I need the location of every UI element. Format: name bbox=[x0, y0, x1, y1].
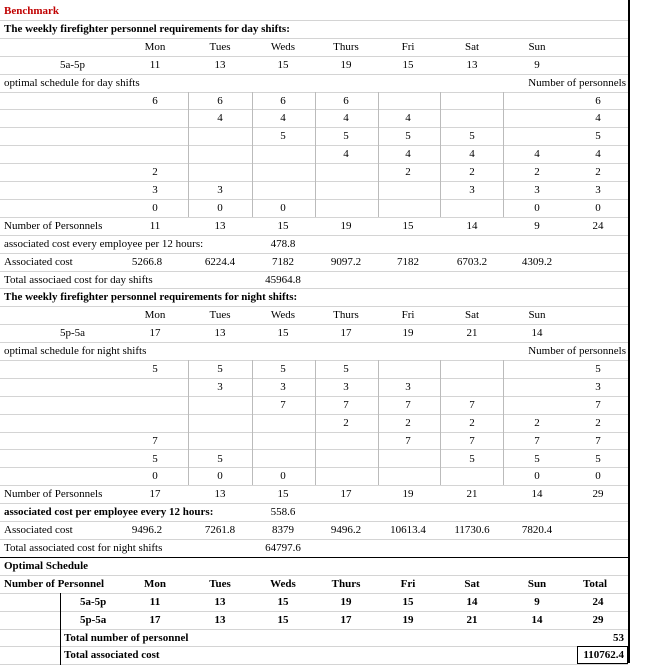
schedule-cell: 4 bbox=[534, 148, 540, 161]
schedule-cell: 5 bbox=[280, 130, 286, 143]
schedule-cell: 0 bbox=[534, 470, 540, 483]
schedule-cell: 7 bbox=[343, 398, 349, 411]
optimal-value: 9 bbox=[534, 595, 540, 608]
personnel-value: 15 bbox=[402, 219, 414, 232]
row-divider bbox=[0, 378, 628, 379]
schedule-cell: 3 bbox=[217, 380, 223, 393]
total-personnel-label: Total number of personnel bbox=[64, 631, 189, 644]
schedule-cell: 4 bbox=[469, 148, 475, 161]
row-divider bbox=[0, 306, 628, 307]
total-cost-label: Total associated cost bbox=[64, 649, 160, 662]
row-divider bbox=[0, 199, 628, 200]
number-of-personnel-label: Number of personnels bbox=[528, 76, 626, 89]
personnel-value: 21 bbox=[466, 488, 478, 501]
optimal-value: 14 bbox=[466, 595, 478, 608]
row-divider bbox=[0, 145, 628, 146]
rate-value: 478.8 bbox=[270, 237, 296, 250]
schedule-cell: 0 bbox=[152, 201, 158, 214]
schedule-column-divider bbox=[188, 92, 189, 217]
sheet-right-border bbox=[628, 0, 630, 663]
cost-value: 9496.2 bbox=[131, 524, 163, 537]
optimal-value: 11 bbox=[149, 595, 161, 608]
schedule-column-divider bbox=[503, 92, 504, 217]
requirement-value: 11 bbox=[149, 58, 161, 71]
schedule-column-divider bbox=[440, 92, 441, 217]
personnel-value: 13 bbox=[214, 219, 226, 232]
schedule-row-total: 0 bbox=[595, 470, 601, 483]
row-divider bbox=[0, 342, 628, 343]
schedule-cell: 0 bbox=[217, 470, 223, 483]
optimal-row-label: 5a-5p bbox=[80, 595, 107, 608]
optimal-value: 19 bbox=[340, 595, 352, 608]
schedule-cell: 4 bbox=[217, 112, 223, 125]
schedule-row-total: 5 bbox=[595, 363, 601, 375]
rate-label: associated cost every employee per 12 hours: bbox=[4, 237, 204, 250]
row-divider bbox=[0, 646, 628, 647]
row-divider bbox=[0, 74, 628, 75]
shift-label: 5a-5p bbox=[60, 58, 86, 71]
optimal-value: 15 bbox=[277, 595, 289, 608]
optimal-row-label: 5p-5a bbox=[80, 613, 107, 626]
day-heading: The weekly firefighter personnel requirements for day shifts: bbox=[4, 22, 290, 35]
schedule-cell: 5 bbox=[343, 363, 349, 375]
optimal-row-total: 29 bbox=[592, 613, 604, 626]
personnel-label: Number of Personnels bbox=[4, 488, 103, 501]
schedule-cell: 4 bbox=[343, 148, 349, 161]
number-of-personnel-label: Number of personnels bbox=[528, 345, 626, 358]
personnel-value: 13 bbox=[214, 488, 226, 501]
optimal-label: optimal schedule for day shifts bbox=[4, 76, 140, 89]
rate-value: 558.6 bbox=[270, 506, 296, 519]
night-heading: The weekly firefighter personnel requirements for night shifts: bbox=[4, 291, 298, 304]
schedule-cell: 4 bbox=[343, 112, 349, 125]
row-divider bbox=[0, 181, 628, 182]
schedule-cell: 5 bbox=[217, 452, 223, 465]
row-divider bbox=[0, 611, 628, 612]
cost-value: 4309.2 bbox=[521, 255, 553, 268]
schedule-cell: 2 bbox=[343, 416, 349, 429]
cost-label: Associated cost bbox=[4, 255, 73, 268]
requirement-value: 15 bbox=[402, 58, 414, 71]
personnel-value: 15 bbox=[277, 219, 289, 232]
cost-value: 7820.4 bbox=[521, 524, 553, 537]
row-divider bbox=[0, 521, 628, 522]
row-divider bbox=[0, 127, 628, 128]
personnel-value: 17 bbox=[340, 488, 352, 501]
optimal-day-header: Tues bbox=[209, 577, 231, 590]
optimal-label: optimal schedule for night shifts bbox=[4, 345, 147, 358]
schedule-cell: 5 bbox=[343, 130, 349, 143]
day-header: Thurs bbox=[333, 40, 359, 53]
row-divider bbox=[0, 593, 628, 594]
schedule-row-total: 6 bbox=[595, 94, 601, 107]
schedule-row-total: 4 bbox=[595, 112, 601, 125]
personnel-value: 17 bbox=[149, 488, 161, 501]
optimal-value: 21 bbox=[466, 613, 478, 626]
schedule-cell: 5 bbox=[469, 452, 475, 465]
schedule-cell: 5 bbox=[534, 452, 540, 465]
schedule-cell: 3 bbox=[280, 380, 286, 393]
row-divider bbox=[0, 432, 628, 433]
schedule-cell: 2 bbox=[405, 416, 411, 429]
cost-value: 10613.4 bbox=[390, 524, 426, 537]
row-divider bbox=[0, 557, 628, 558]
schedule-row-total: 3 bbox=[595, 184, 601, 196]
optimal-day-header: Weds bbox=[270, 577, 296, 590]
day-header: Fri bbox=[401, 309, 415, 322]
schedule-cell: 0 bbox=[280, 470, 286, 483]
personnel-value: 9 bbox=[534, 219, 540, 232]
shift-label: 5p-5a bbox=[60, 327, 86, 340]
optimal-value: 13 bbox=[214, 595, 226, 608]
schedule-cell: 7 bbox=[152, 434, 158, 447]
optimal-day-header: Fri bbox=[400, 577, 416, 590]
schedule-cell: 2 bbox=[534, 416, 540, 429]
optimal-value: 17 bbox=[149, 613, 161, 626]
row-divider bbox=[0, 467, 628, 468]
schedule-row-total: 4 bbox=[595, 148, 601, 161]
total-personnel-value: 53 bbox=[613, 631, 624, 644]
day-header: Tues bbox=[209, 40, 231, 53]
cost-label: Associated cost bbox=[4, 524, 73, 537]
schedule-cell: 2 bbox=[469, 166, 475, 179]
row-divider bbox=[0, 414, 628, 415]
personnel-total: 24 bbox=[592, 219, 604, 232]
sheet-title: Benchmark bbox=[4, 5, 59, 17]
schedule-cell: 5 bbox=[217, 363, 223, 375]
row-divider bbox=[0, 503, 628, 504]
row-divider bbox=[0, 217, 628, 218]
row-divider bbox=[0, 56, 628, 57]
requirement-value: 17 bbox=[340, 327, 352, 340]
cost-value: 5266.8 bbox=[131, 255, 163, 268]
cost-value: 7182 bbox=[397, 255, 419, 268]
row-divider bbox=[0, 271, 628, 272]
schedule-row-total: 5 bbox=[595, 130, 601, 143]
schedule-cell: 4 bbox=[280, 112, 286, 125]
schedule-column-divider bbox=[315, 360, 316, 485]
optimal-label-divider bbox=[60, 593, 61, 665]
schedule-cell: 6 bbox=[343, 94, 349, 107]
requirement-value: 15 bbox=[277, 58, 289, 71]
personnel-value: 19 bbox=[402, 488, 414, 501]
rate-label: associated cost per employee every 12 hours: bbox=[4, 506, 214, 519]
day-header: Mon bbox=[144, 40, 166, 53]
schedule-cell: 7 bbox=[469, 434, 475, 447]
schedule-cell: 7 bbox=[405, 398, 411, 411]
optimal-day-header: Thurs bbox=[331, 577, 361, 590]
schedule-cell: 7 bbox=[405, 434, 411, 447]
optimal-heading: Optimal Schedule bbox=[4, 559, 89, 572]
optimal-value: 14 bbox=[531, 613, 543, 626]
schedule-cell: 5 bbox=[469, 130, 475, 143]
personnel-value: 19 bbox=[340, 219, 352, 232]
personnel-value: 11 bbox=[149, 219, 161, 232]
cost-value: 11730.6 bbox=[454, 524, 490, 537]
total-cost-label: Total associated cost for night shifts bbox=[4, 542, 163, 554]
schedule-cell: 3 bbox=[217, 184, 223, 196]
day-header: Sat bbox=[464, 40, 480, 53]
optimal-day-header: Sat bbox=[464, 577, 480, 590]
schedule-column-divider bbox=[378, 92, 379, 217]
schedule-row-total: 2 bbox=[595, 416, 601, 429]
row-divider bbox=[0, 109, 628, 110]
total-cost-value: 110762.4 bbox=[583, 649, 624, 662]
schedule-column-divider bbox=[440, 360, 441, 485]
row-divider bbox=[0, 235, 628, 236]
schedule-cell: 6 bbox=[280, 94, 286, 107]
optimal-value: 17 bbox=[340, 613, 352, 626]
schedule-cell: 7 bbox=[469, 398, 475, 411]
cost-value: 6224.4 bbox=[204, 255, 236, 268]
schedule-column-divider bbox=[503, 360, 504, 485]
row-divider bbox=[0, 288, 628, 289]
schedule-cell: 2 bbox=[469, 416, 475, 429]
requirement-value: 15 bbox=[277, 327, 289, 340]
cost-value: 9496.2 bbox=[330, 524, 362, 537]
requirement-value: 9 bbox=[534, 58, 540, 71]
optimal-day-header: Mon bbox=[144, 577, 166, 590]
day-header: Mon bbox=[144, 309, 166, 322]
optimal-value: 15 bbox=[402, 595, 414, 608]
row-divider bbox=[0, 396, 628, 397]
schedule-cell: 4 bbox=[405, 148, 411, 161]
schedule-cell: 3 bbox=[343, 380, 349, 393]
requirement-value: 13 bbox=[214, 327, 226, 340]
schedule-column-divider bbox=[315, 92, 316, 217]
row-divider bbox=[0, 360, 628, 361]
row-divider bbox=[0, 253, 628, 254]
schedule-cell: 6 bbox=[152, 94, 158, 107]
schedule-cell: 3 bbox=[405, 380, 411, 393]
row-divider bbox=[0, 575, 628, 576]
schedule-row-total: 0 bbox=[595, 201, 601, 214]
schedule-row-total: 2 bbox=[595, 166, 601, 179]
cost-value: 6703.2 bbox=[456, 255, 488, 268]
schedule-cell: 3 bbox=[534, 184, 540, 196]
personnel-value: 14 bbox=[531, 488, 543, 501]
personnel-value: 15 bbox=[277, 488, 289, 501]
cost-value: 7261.8 bbox=[204, 524, 236, 537]
schedule-column-divider bbox=[378, 360, 379, 485]
schedule-row-total: 5 bbox=[595, 452, 601, 465]
requirement-value: 19 bbox=[340, 58, 352, 71]
personnel-total: 29 bbox=[592, 488, 604, 501]
optimal-value: 15 bbox=[277, 613, 289, 626]
schedule-row-total: 7 bbox=[595, 434, 601, 447]
cost-value: 8379 bbox=[272, 524, 294, 537]
schedule-row-total: 7 bbox=[595, 398, 601, 411]
day-header: Sun bbox=[528, 40, 546, 53]
schedule-cell: 0 bbox=[534, 201, 540, 214]
requirement-value: 21 bbox=[466, 327, 478, 340]
row-divider bbox=[0, 485, 628, 486]
requirement-value: 19 bbox=[402, 327, 414, 340]
row-divider bbox=[0, 539, 628, 540]
schedule-cell: 5 bbox=[405, 130, 411, 143]
row-divider bbox=[0, 20, 628, 21]
personnel-label: Number of Personnels bbox=[4, 219, 103, 232]
optimal-day-header: Sun bbox=[527, 577, 547, 590]
schedule-cell: 0 bbox=[152, 470, 158, 483]
requirement-value: 14 bbox=[531, 327, 543, 340]
total-cost-value: 45964.8 bbox=[265, 273, 301, 286]
schedule-cell: 4 bbox=[405, 112, 411, 125]
optimal-total-header: Total bbox=[583, 577, 608, 590]
schedule-cell: 5 bbox=[152, 452, 158, 465]
requirement-value: 13 bbox=[214, 58, 226, 71]
optimal-row-total: 24 bbox=[592, 595, 604, 608]
day-header: Fri bbox=[401, 40, 415, 53]
optimal-value: 19 bbox=[402, 613, 414, 626]
requirement-value: 13 bbox=[466, 58, 478, 71]
row-divider bbox=[0, 449, 628, 450]
schedule-cell: 0 bbox=[280, 201, 286, 214]
schedule-cell: 2 bbox=[152, 166, 158, 179]
schedule-cell: 6 bbox=[217, 94, 223, 107]
schedule-cell: 7 bbox=[534, 434, 540, 447]
schedule-column-divider bbox=[252, 360, 253, 485]
requirement-value: 17 bbox=[149, 327, 161, 340]
schedule-row-total: 3 bbox=[595, 380, 601, 393]
optimal-value: 13 bbox=[214, 613, 226, 626]
day-header: Thurs bbox=[333, 309, 359, 322]
row-divider bbox=[0, 163, 628, 164]
schedule-cell: 3 bbox=[152, 184, 158, 196]
day-header: Sat bbox=[464, 309, 480, 322]
schedule-cell: 5 bbox=[280, 363, 286, 375]
cost-value: 9097.2 bbox=[330, 255, 362, 268]
row-divider bbox=[0, 92, 628, 93]
day-header: Weds bbox=[270, 40, 296, 53]
schedule-cell: 2 bbox=[405, 166, 411, 179]
total-cost-value: 64797.6 bbox=[265, 542, 301, 554]
schedule-cell: 3 bbox=[469, 184, 475, 196]
day-header: Weds bbox=[270, 309, 296, 322]
total-cost-cell-border bbox=[577, 646, 628, 664]
optimal-header-label: Number of Personnel bbox=[4, 577, 105, 590]
cost-value: 7182 bbox=[272, 255, 294, 268]
schedule-cell: 5 bbox=[152, 363, 158, 375]
day-header: Tues bbox=[209, 309, 231, 322]
row-divider bbox=[0, 324, 628, 325]
day-header: Sun bbox=[528, 309, 546, 322]
personnel-value: 14 bbox=[466, 219, 478, 232]
schedule-cell: 2 bbox=[534, 166, 540, 179]
schedule-column-divider bbox=[188, 360, 189, 485]
schedule-cell: 0 bbox=[217, 201, 223, 214]
row-divider bbox=[0, 629, 628, 630]
total-cost-label: Total associaed cost for day shifts bbox=[4, 273, 153, 286]
schedule-cell: 7 bbox=[280, 398, 286, 411]
row-divider bbox=[0, 38, 628, 39]
schedule-column-divider bbox=[252, 92, 253, 217]
